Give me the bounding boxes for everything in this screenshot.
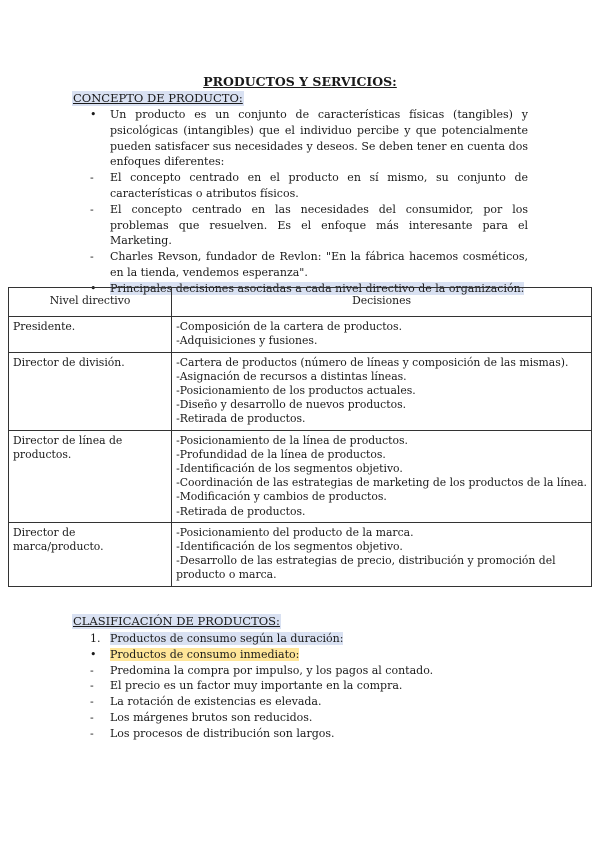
decision-line: -Asignación de recursos a distintas líneas. <box>176 369 407 383</box>
decision-line: -Posicionamiento del producto de la marca. <box>176 525 414 539</box>
level-cell: Presidente. <box>9 317 172 352</box>
list-item <box>86 663 528 679</box>
list-item-text: Productos de consumo inmediato: <box>110 647 300 661</box>
list-item <box>86 678 528 694</box>
decision-line: -Adquisiciones y fusiones. <box>176 334 318 348</box>
decisions-cell <box>172 352 592 430</box>
column-header-nivel: Nivel directivo <box>9 288 172 317</box>
clasificacion-list <box>86 631 528 742</box>
table-row <box>9 522 592 586</box>
bullet-marker: • <box>90 647 97 661</box>
decision-line: -Identificación de los segmentos objetivo. <box>176 540 403 554</box>
dash-marker: - <box>90 663 94 677</box>
dash-marker: - <box>90 726 94 740</box>
list-item-text: Charles Revson, fundador de Revlon: "En la fábrica hacemos cosméticos, en la tienda, vendemos esperanza". <box>110 250 528 279</box>
number-marker: 1. <box>90 632 101 645</box>
decision-line: -Cartera de productos (número de líneas y composición de las mismas). <box>176 355 569 369</box>
table-row <box>9 430 592 522</box>
table-row <box>9 317 592 352</box>
list-item-text: El concepto centrado en las necesidades del consumidor, por los problemas que resuelven. Es el enfoque más interesante para el Marketing. <box>110 202 528 248</box>
decision-line: -Identificación de los segmentos objetivo. <box>176 462 403 476</box>
decision-line: -Posicionamiento de los productos actuales. <box>176 384 416 398</box>
bullet-marker: • <box>90 281 97 295</box>
list-item-highlighted <box>86 631 528 647</box>
page-title: PRODUCTOS Y SERVICIOS: <box>203 74 397 89</box>
dash-marker: - <box>90 202 94 216</box>
decision-line: -Posicionamiento de la línea de productos. <box>176 433 408 447</box>
decisions-table <box>8 287 592 587</box>
level-cell: Director de división. <box>9 352 172 430</box>
decisions-cell <box>172 317 592 352</box>
list-item <box>86 170 528 202</box>
level-cell: Director de marca/producto. <box>9 522 172 586</box>
dash-marker: - <box>90 710 94 724</box>
decision-line: -Modificación y cambios de productos. <box>176 490 387 504</box>
bullet-marker: • <box>90 108 97 121</box>
decisions-cell <box>172 522 592 586</box>
list-item-text: Los procesos de distribución son largos. <box>110 726 335 740</box>
level-cell: Director de línea de productos. <box>9 430 172 522</box>
list-item-text: Predomina la compra por impulso, y los pagos al contado. <box>110 663 434 677</box>
list-item-text: Principales decisiones asociadas a cada nivel directivo de la organización: <box>110 281 525 295</box>
table-row <box>9 352 592 430</box>
decision-line: -Retirada de productos. <box>176 504 306 518</box>
concepto-list <box>86 107 528 297</box>
list-item <box>86 249 528 281</box>
dash-marker: - <box>90 250 94 264</box>
decision-line: -Composición de la cartera de productos. <box>176 320 403 334</box>
list-item-text: Los márgenes brutos son reducidos. <box>110 710 313 724</box>
list-item-text: El concepto centrado en el producto en sí mismo, su conjunto de características o atributos físicos. <box>110 171 528 200</box>
list-item-text: La rotación de existencias es elevada. <box>110 695 322 709</box>
dash-marker: - <box>90 695 94 709</box>
table-header-row <box>9 288 592 317</box>
list-item-text: Un producto es un conjunto de características físicas (tangibles) y psicológicas (intangibles) que el individuo percibe y que potencialmente pueden satisfacer sus necesidades y deseos. Se deben tener en cuenta dos enfoques diferentes: <box>110 108 528 169</box>
decision-line: -Coordinación de las estrategias de marketing de los productos de la línea. <box>176 476 587 490</box>
list-item <box>86 726 528 742</box>
list-item <box>86 202 528 249</box>
section-heading-clasificacion: CLASIFICACIÓN DE PRODUCTOS: <box>73 614 280 628</box>
dash-marker: - <box>90 679 94 693</box>
list-item <box>86 107 528 170</box>
section-heading-concepto: CONCEPTO DE PRODUCTO: <box>73 91 243 105</box>
decision-line: -Profundidad de la línea de productos. <box>176 447 386 461</box>
column-header-decisiones: Decisiones <box>172 288 592 317</box>
decision-line: -Retirada de productos. <box>176 412 306 426</box>
list-item <box>86 710 528 726</box>
decision-line: -Desarrollo de las estrategias de precio, distribución y promoción del producto o marca. <box>176 554 556 582</box>
decisions-cell <box>172 430 592 522</box>
dash-marker: - <box>90 171 94 185</box>
list-item <box>86 694 528 710</box>
decision-line: -Diseño y desarrollo de nuevos productos. <box>176 398 407 412</box>
list-item-highlighted <box>86 647 528 663</box>
list-item-text: Productos de consumo según la duración: <box>110 632 344 645</box>
list-item-text: El precio es un factor muy importante en la compra. <box>110 679 403 693</box>
